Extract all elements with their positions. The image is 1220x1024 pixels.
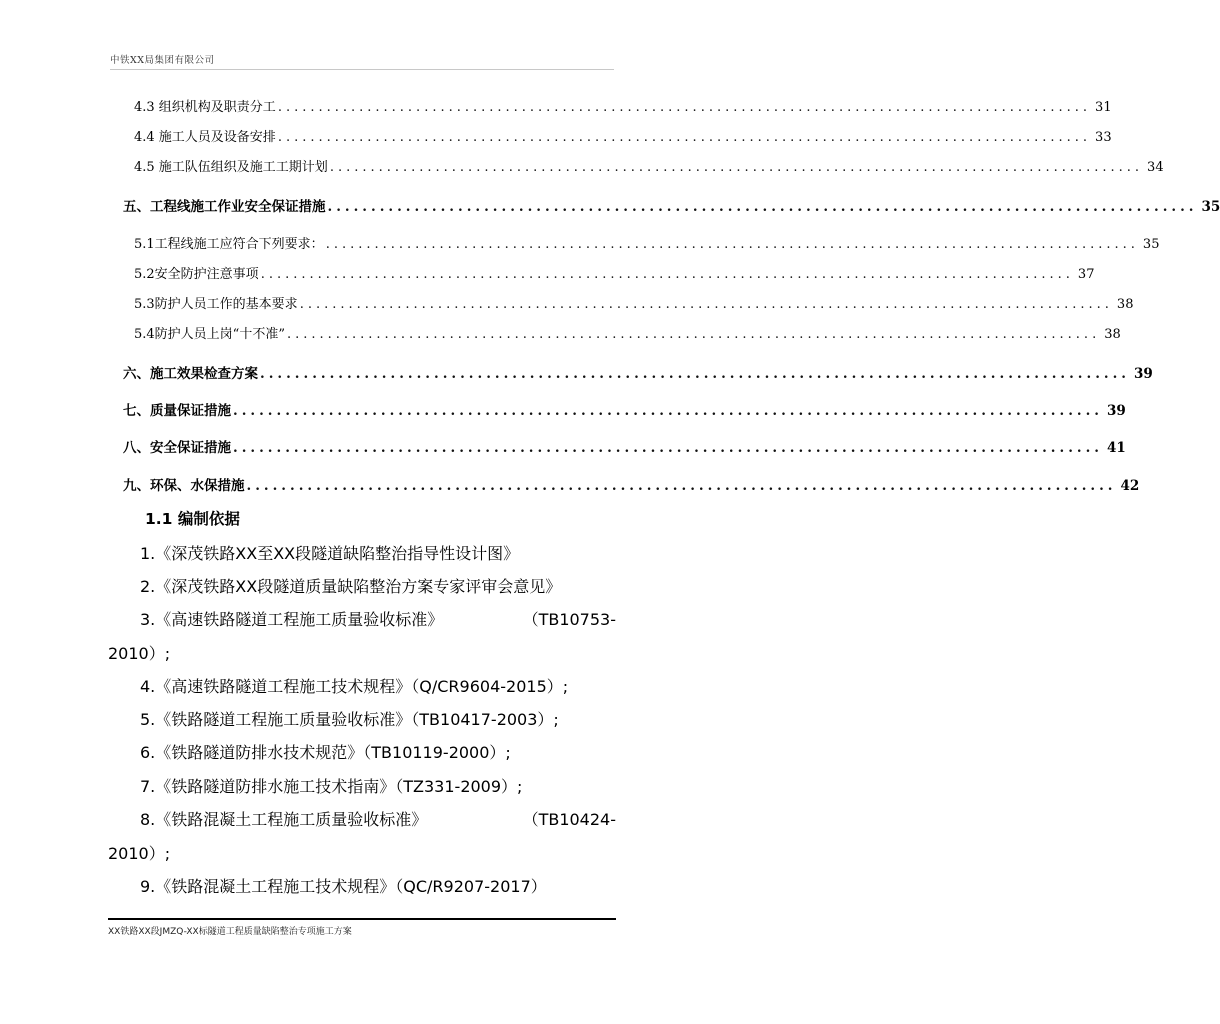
toc-entry[interactable] [134,293,1134,312]
toc-entry-title: 九、环保、水保措施 [123,478,245,494]
toc-entry-page: 35 [1201,199,1220,215]
toc-dot-leader: .................................................................................................... [260,267,1074,282]
toc-entry[interactable] [134,233,1160,252]
toc-dot-leader: .................................................................................................... [233,403,1103,419]
toc-entry-title: 七、质量保证措施 [123,403,231,419]
toc-entry-page: 31 [1095,100,1112,115]
section-heading: 1.1 编制依据 [145,510,240,528]
toc-dot-leader: .................................................................................................... [277,100,1092,115]
toc-entry-page: 42 [1120,478,1140,494]
toc-entry-title: 5.4防护人员上岗“十不准” [134,327,285,342]
toc-entry-title: 4.3 组织机构及职责分工 [134,100,276,115]
toc-entry-title: 五、工程线施工作业安全保证措施 [123,199,326,215]
toc-entry-title: 5.3防护人员工作的基本要求 [134,297,298,312]
toc-entry-title: 4.5 施工队伍组织及施工工期计划 [134,160,328,175]
toc-dot-leader: .................................................................................................... [277,130,1092,145]
toc-dot-leader: .................................................................................................... [286,327,1101,342]
header-rule [110,69,614,70]
toc-entry[interactable] [134,263,1095,282]
toc-entry[interactable] [123,436,1126,456]
toc-entry-title: 5.2安全防护注意事项 [134,267,259,282]
toc-entry-page: 39 [1134,366,1153,382]
reference-item: 9.《铁路混凝土工程施工技术规程》（QC/R9207-2017） [140,877,547,896]
toc-dot-leader: .................................................................................................... [260,366,1130,382]
toc-entry[interactable] [123,362,1153,382]
toc-entry-page: 38 [1116,297,1134,312]
toc-entry[interactable] [134,156,1164,175]
reference-item: 6.《铁路隧道防排水技术规范》（TB10119-2000）; [140,743,511,762]
reference-item: 2.《深茂铁路XX段隧道质量缺陷整治方案专家评审会意见》 [140,577,562,596]
reference-item [140,807,616,830]
toc-entry[interactable] [123,399,1126,419]
toc-dot-leader: .................................................................................................... [327,199,1198,215]
reference-item [140,607,616,630]
toc-entry-page: 34 [1147,160,1164,175]
toc-entry-page: 39 [1107,403,1126,419]
toc-dot-leader: .................................................................................................... [329,160,1144,175]
toc-entry-page: 35 [1142,237,1160,252]
toc-dot-leader: .................................................................................................... [246,478,1117,494]
reference-item-continuation: 2010）; [108,844,171,863]
toc-dot-leader: .................................................................................................... [233,440,1103,456]
reference-item: 7.《铁路隧道防排水施工技术指南》（TZ331-2009）; [140,777,523,796]
toc-dot-leader: .................................................................................................... [299,297,1113,312]
reference-code: （TB10753- [522,610,616,629]
reference-item: 5.《铁路隧道工程施工质量验收标准》（TB10417-2003）; [140,710,559,729]
reference-item: 4.《高速铁路隧道工程施工技术规程》（Q/CR9604-2015）; [140,677,569,696]
reference-title: 8.《铁路混凝土工程施工质量验收标准》 [140,810,428,829]
reference-title: 3.《高速铁路隧道工程施工质量验收标准》 [140,610,444,629]
toc-entry[interactable] [123,474,1140,494]
toc-entry-page: 41 [1107,440,1126,456]
toc-entry-title: 六、施工效果检查方案 [123,366,258,382]
toc-entry[interactable] [134,126,1112,145]
footer-rule [108,918,616,920]
reference-code: （TB10424- [522,810,616,829]
toc-entry-title: 八、安全保证措施 [123,440,231,456]
toc-entry[interactable] [134,323,1121,342]
toc-entry[interactable] [134,96,1112,115]
toc-entry-page: 38 [1104,327,1121,342]
reference-item: 1.《深茂铁路XX至XX段隧道缺陷整治指导性设计图》 [140,544,520,563]
toc-dot-leader: .................................................................................................... [325,237,1139,252]
toc-entry-page: 33 [1095,130,1112,145]
toc-entry-page: 37 [1077,267,1095,282]
page-header: 中铁XX局集团有限公司 [110,55,215,66]
reference-item-continuation: 2010）; [108,644,171,663]
toc-entry-title: 4.4 施工人员及设备安排 [134,130,276,145]
toc-entry[interactable] [123,195,1220,215]
toc-entry-title: 5.1工程线施工应符合下列要求： [134,237,324,252]
page-footer: XX铁路XX段JMZQ-XX标隧道工程质量缺陷整治专项施工方案 [108,927,352,937]
